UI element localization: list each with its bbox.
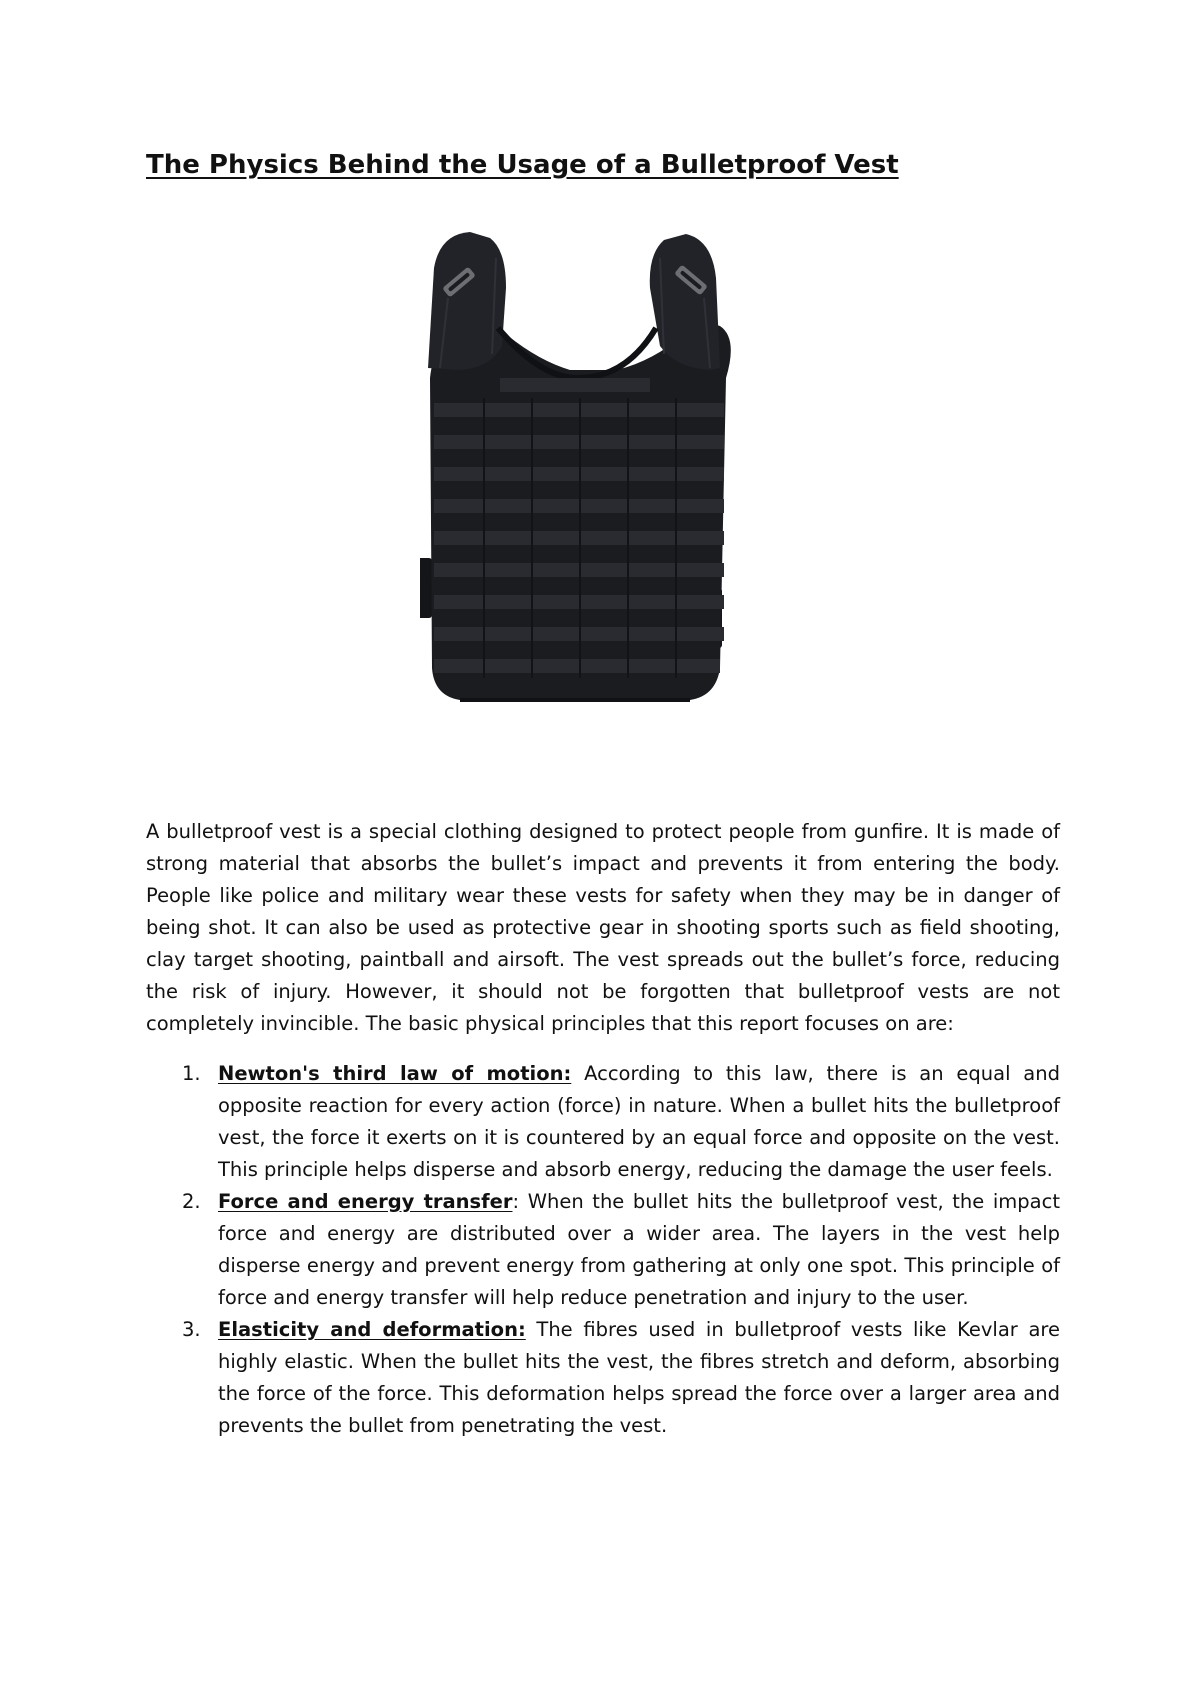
principles-list	[146, 1058, 1060, 1442]
principle-term: Force and energy transfer	[218, 1190, 513, 1213]
principle-text: According to this law, there is an equal and opposite reaction for every action (force) in nature. When a bullet hits the bulletproof vest, the force it exerts on it is countered by an equal force and opposite on the vest. This principle helps disperse and absorb energy, reducing the damage the user feels.	[218, 1062, 1060, 1181]
intro-paragraph: A bulletproof vest is a special clothing designed to protect people from gunfire. It is made of strong material that absorbs the bullet’s impact and prevents it from entering the body. People like police and military wear these vests for safety when they may be in danger of being shot. It can also be used as protective gear in shooting sports such as field shooting, clay target shooting, paintball and airsoft. The vest spreads out the bullet’s force, reducing the risk of injury. However, it should not be forgotten that bulletproof vests are not completely invincible. The basic physical principles that this report focuses on are:	[146, 820, 1060, 1035]
list-item	[146, 1314, 1060, 1442]
list-item	[146, 1186, 1060, 1314]
principle-term: Newton's third law of motion:	[218, 1062, 572, 1085]
list-item-number: 1.	[182, 1062, 201, 1085]
list-item-number: 3.	[182, 1318, 201, 1341]
list-item-number: 2.	[182, 1190, 201, 1213]
principle-text: The fibres used in bulletproof vests like Kevlar are highly elastic. When the bullet hits the vest, the fibres stretch and deform, absorbing the force of the force. This deformation helps spread the force over a larger area and prevents the bullet from penetrating the vest.	[218, 1318, 1060, 1437]
bulletproof-vest-image	[420, 228, 792, 736]
document-title: The Physics Behind the Usage of a Bulletproof Vest	[146, 150, 899, 180]
principle-term: Elasticity and deformation:	[218, 1318, 526, 1341]
principle-text: : When the bullet hits the bulletproof vest, the impact force and energy are distributed over a wider area. The layers in the vest help disperse energy and prevent energy from gathering at only one spot. This principle of force and energy transfer will help reduce penetration and injury to the user.	[218, 1190, 1060, 1309]
list-item	[146, 1058, 1060, 1186]
